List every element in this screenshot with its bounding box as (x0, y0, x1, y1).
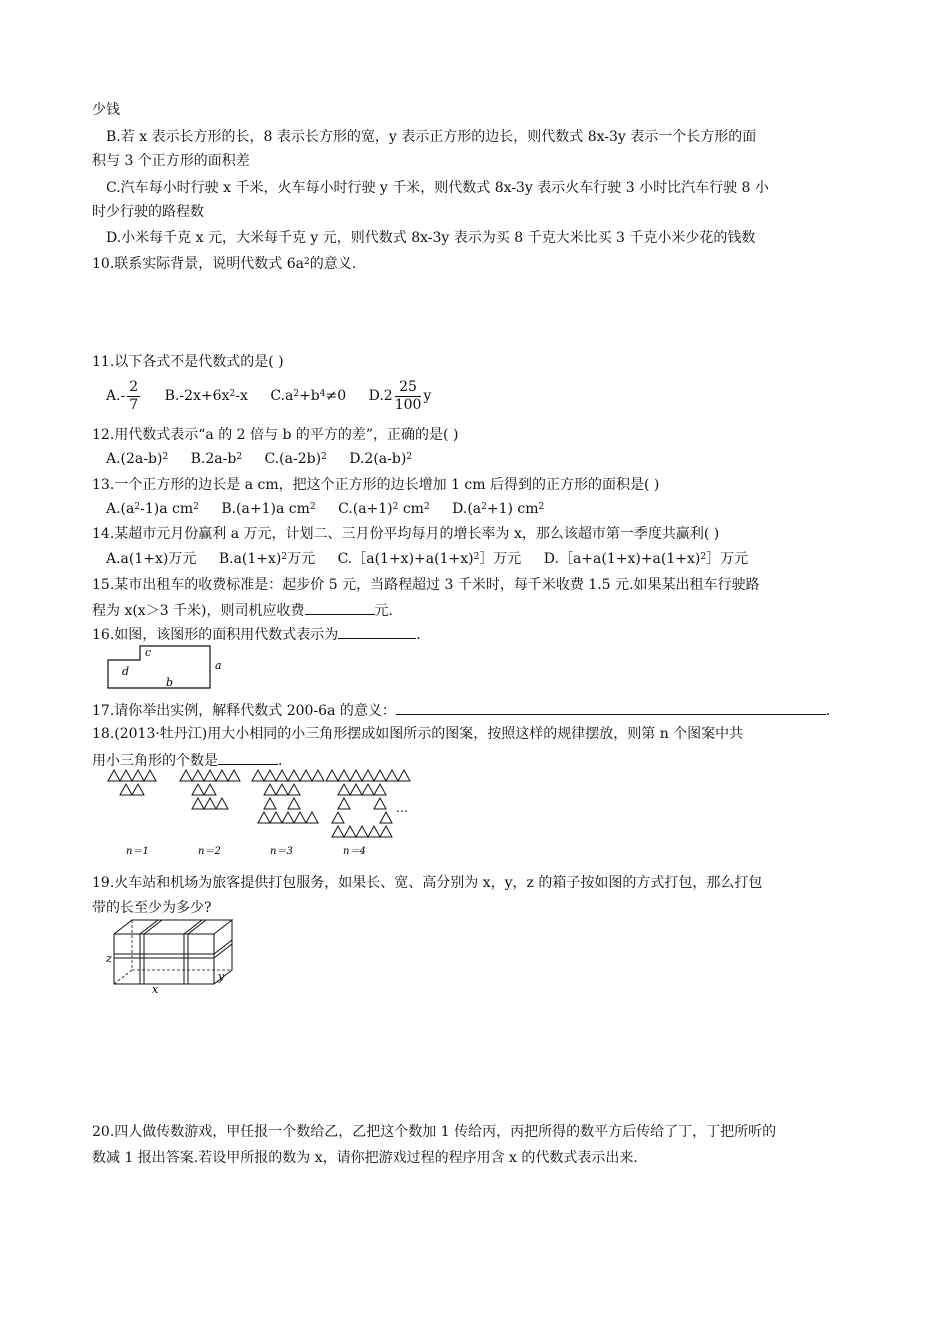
small-triangle (180, 770, 192, 781)
small-triangle (204, 784, 216, 795)
question-14-options (106, 549, 766, 569)
small-triangle (216, 798, 228, 809)
small-triangle (132, 770, 144, 781)
q12-option-c: $C.(a-2b)^2$ (264, 451, 327, 467)
question-16: 16.如图，该图形的面积用代数式表示为 . (92, 624, 421, 645)
small-triangle (350, 784, 362, 795)
label-d: d (122, 665, 130, 678)
small-triangle (264, 770, 276, 781)
question-10: 10.联系实际背景，说明代数式 $6a^2$的意义. (92, 256, 357, 272)
small-triangle (216, 770, 228, 781)
answer-blank (396, 700, 826, 715)
question-15-line1: 15.某市出租车的收费标准是：起步价 5 元，当路程超过 3 千米时，每千米收费 1.5 元.如果某出租车行驶路 (92, 577, 760, 593)
small-triangle (120, 770, 132, 781)
q13-option-c: $C.(a+1)^2$ $cm^2$ (338, 501, 430, 517)
small-triangle (332, 826, 344, 837)
small-triangle (374, 784, 386, 795)
question-19-line2: 带的长至少为多少? (92, 900, 212, 916)
small-triangle (362, 784, 374, 795)
question-18-line2: 用小三角形的个数是 . (92, 750, 282, 771)
small-triangle (276, 770, 288, 781)
answer-blank (218, 750, 278, 765)
question-13-options (106, 499, 562, 519)
small-triangle (204, 798, 216, 809)
triangle-pattern-figure (100, 768, 420, 860)
small-triangle (338, 784, 350, 795)
question-18-line1: 18.(2013·牡丹江)用大小相同的小三角形摆成如图所示的图案，按照这样的规律摆放，则第 n 个图案中共 (92, 726, 744, 742)
q13-option-d: $D.(a^2+1)$ $cm^2$ (452, 501, 545, 517)
small-triangle (264, 798, 276, 809)
q9-option-d: D.小米每千克 x 元，大米每千克 y 元，则代数式 8x-3y 表示为买 8 千克大米比买 3 千克小米少花的钱数 (106, 230, 756, 246)
small-triangle (300, 770, 312, 781)
small-triangle (120, 784, 132, 795)
label-c: c (145, 646, 152, 659)
q11-option-b: $B.-2x+6x^2-x$ (164, 388, 248, 404)
pattern-label-4: n＝4 (343, 846, 366, 857)
small-triangle (258, 812, 270, 823)
question-15-line2: 程为 x(x＞3 千米)，则司机应收费 元. (92, 600, 393, 621)
small-triangle (228, 770, 240, 781)
q11-option-d: D.2 $\frac{25}{100}$ y (368, 378, 432, 413)
q11-option-c: $C.a^2+b^4\ne 0$ (270, 388, 347, 404)
pattern-label-3: n＝3 (270, 846, 293, 857)
small-triangle (344, 826, 356, 837)
question-12-options (106, 449, 430, 469)
small-triangle (294, 812, 306, 823)
label-b: b (166, 676, 174, 689)
question-11-stem: 11.以下各式不是代数式的是( ) (92, 354, 284, 370)
small-triangle (374, 798, 386, 809)
small-triangle (362, 770, 374, 781)
small-triangle (374, 770, 386, 781)
label-y: y (218, 970, 225, 983)
small-triangle (380, 812, 392, 823)
q14-option-b: $B.a(1+x)^2$万元 (218, 551, 316, 567)
small-triangle (398, 770, 410, 781)
question-17: 17.请你举出实例，解释代数式 200-6a 的意义： . (92, 700, 830, 721)
q12-option-b: $B.2a-b^2$ (190, 451, 243, 467)
question-14-stem: 14.某超市元月份赢利 a 万元，计划二、三月份平均每月的增长率为 x，那么该超市第一季度共赢利( ) (92, 526, 720, 542)
small-triangle (288, 798, 300, 809)
small-triangle (144, 770, 156, 781)
label-a: a (215, 659, 222, 672)
q12-option-a: $A.(2a-b)^2$ (106, 451, 169, 467)
small-triangle (368, 826, 380, 837)
q12-option-d: $D.2(a-b)^2$ (349, 451, 413, 467)
q9-option-c-line2: 时少行驶的路程数 (92, 204, 204, 220)
small-triangle (192, 798, 204, 809)
small-triangle (312, 770, 324, 781)
q9-option-b-line1: B.若 x 表示长方形的长，8 表示长方形的宽，y 表示正方形的边长，则代数式 8x-3y 表示一个长方形的面 (106, 129, 757, 145)
q13-option-b: B.(a+1)a $cm^2$ (221, 501, 316, 517)
small-triangle (356, 826, 368, 837)
pattern-label-1: n＝1 (126, 846, 149, 857)
q14-option-c: $C.[a(1+x)+a(1+x)^2]$万元 (337, 551, 522, 567)
label-z: z (106, 952, 112, 965)
small-triangle (252, 770, 264, 781)
small-triangle (204, 770, 216, 781)
label-x: x (152, 983, 159, 994)
question-20-line2: 数减 1 报出答案.若设甲所报的数为 x，请你把游戏过程的程序用含 x 的代数式表示出来. (92, 1150, 638, 1166)
small-triangle (332, 812, 344, 823)
q14-option-d: $D.[a+a(1+x)+a(1+x)^2]$万元 (543, 551, 749, 567)
small-triangle (192, 784, 204, 795)
pattern-label-2: n＝2 (198, 846, 221, 857)
answer-blank (338, 624, 416, 639)
question-20-line1: 20.四人做传数游戏，甲任报一个数给乙，乙把这个数加 1 传给丙，丙把所得的数平方后传给了丁，丁把所听的 (92, 1124, 777, 1140)
q9-option-c-line1: C.汽车每小时行驶 x 千米，火车每小时行驶 y 千米，则代数式 8x-3y 表示火车行驶 3 小时比汽车行驶 8 小 (106, 180, 769, 196)
question-19-line1: 19.火车站和机场为旅客提供打包服务，如果长、宽、高分别为 x，y，z 的箱子按如图的方式打包，那么打包 (92, 875, 763, 891)
q9-option-a-tail: 少钱 (92, 102, 120, 118)
small-triangle (288, 784, 300, 795)
small-triangle (270, 812, 282, 823)
small-triangle (380, 826, 392, 837)
small-triangle (288, 770, 300, 781)
small-triangle (338, 798, 350, 809)
q14-option-a: A.a(1+x)万元 (106, 551, 197, 567)
answer-blank (305, 600, 375, 615)
small-triangle (306, 812, 318, 823)
q9-option-b-line2: 积与 3 个正方形的面积差 (92, 153, 250, 169)
q13-option-a: $A.(a^2-1)a$ $cm^2$ (106, 501, 199, 517)
question-13-stem: 13.一个正方形的边长是 a cm，把这个正方形的边长增加 1 cm 后得到的正方形的面积是( ) (92, 477, 660, 493)
area-figure (100, 642, 230, 690)
small-triangle (264, 784, 276, 795)
small-triangle (386, 770, 398, 781)
box-package-figure (100, 918, 250, 994)
question-12-stem: 12.用代数式表示“a 的 2 倍与 b 的平方的差”，正确的是( ) (92, 427, 459, 443)
small-triangle (132, 784, 144, 795)
small-triangle (350, 770, 362, 781)
small-triangle (108, 770, 120, 781)
small-triangle (192, 770, 204, 781)
small-triangle (282, 812, 294, 823)
question-11-options (106, 376, 449, 416)
small-triangle (276, 784, 288, 795)
ellipsis: … (396, 801, 408, 815)
q11-option-a: A.- $\frac{2}{7}$ (106, 378, 139, 413)
small-triangle (326, 770, 338, 781)
small-triangle (338, 770, 350, 781)
